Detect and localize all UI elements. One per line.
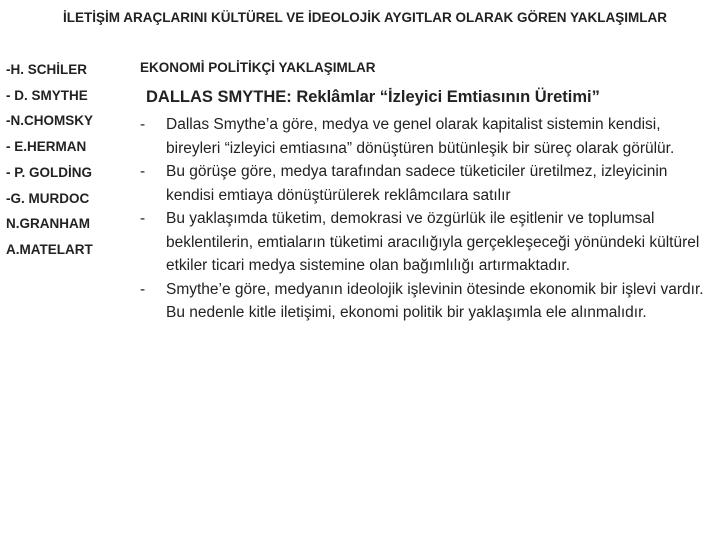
author-item: N.GRANHAM [6, 216, 90, 232]
bullet-marker: - [140, 280, 146, 298]
bullet-text: Bu görüşe göre, medya tarafından sadece tüketiciler üretilmez, izleyicinin kendisi emtiaya dönüştürülerek reklâmcılara satılır [166, 163, 668, 204]
author-item: -H. SCHİLER [6, 62, 87, 77]
sub-heading: DALLAS SMYTHE: Reklâmlar “İzleyici Emtiasının Üretimi” [146, 88, 600, 106]
author-item: - D. SMYTHE [6, 87, 88, 103]
author-list [6, 57, 93, 263]
author-item: - P. GOLDİNG [6, 164, 93, 180]
bullet-marker: - [140, 210, 146, 227]
bullet-marker: - [140, 116, 146, 133]
bullet-item [140, 207, 715, 278]
bullet-item [140, 113, 715, 160]
page-title: İLETİŞİM ARAÇLARINI KÜLTÜREL VE İDEOLOJİK AYGITLAR OLARAK GÖREN YAKLAŞIMLAR [62, 10, 668, 25]
bullet-text: Dallas Smythe’a göre, medya ve genel olarak kapitalist sistemin kendisi, bireyleri “izleyici emtiasına” dönüştüren bütünleşik bir süreç olarak görülür. [166, 116, 675, 157]
bullet-marker: - [140, 163, 146, 180]
bullet-list [140, 113, 715, 325]
author-item: A.MATELART [6, 241, 93, 257]
bullet-text: Smythe’e göre, medyanın ideolojik işlevinin ötesinde ekonomik bir işlevi vardır. Bu nedenle kitle iletişimi, ekonomi politik bir yaklaşımla ele alınmalıdır. [166, 280, 704, 321]
author-item: -G. MURDOC [6, 190, 90, 206]
author-item: -N.CHOMSKY [6, 113, 93, 129]
section-heading: EKONOMİ POLİTİKÇİ YAKLAŞIMLAR [140, 60, 376, 75]
bullet-item [140, 278, 715, 325]
author-item: - E.HERMAN [6, 139, 87, 155]
bullet-item [140, 160, 715, 207]
bullet-text: Bu yaklaşımda tüketim, demokrasi ve özgürlük ile eşitlenir ve toplumsal beklentilerin, emtiaların tüketimi aracılığıyla gerçekleşeceği yönündeki kültürel etkiler ticari medya sistemine olan bağımlılığı artırmaktadır. [166, 210, 700, 274]
